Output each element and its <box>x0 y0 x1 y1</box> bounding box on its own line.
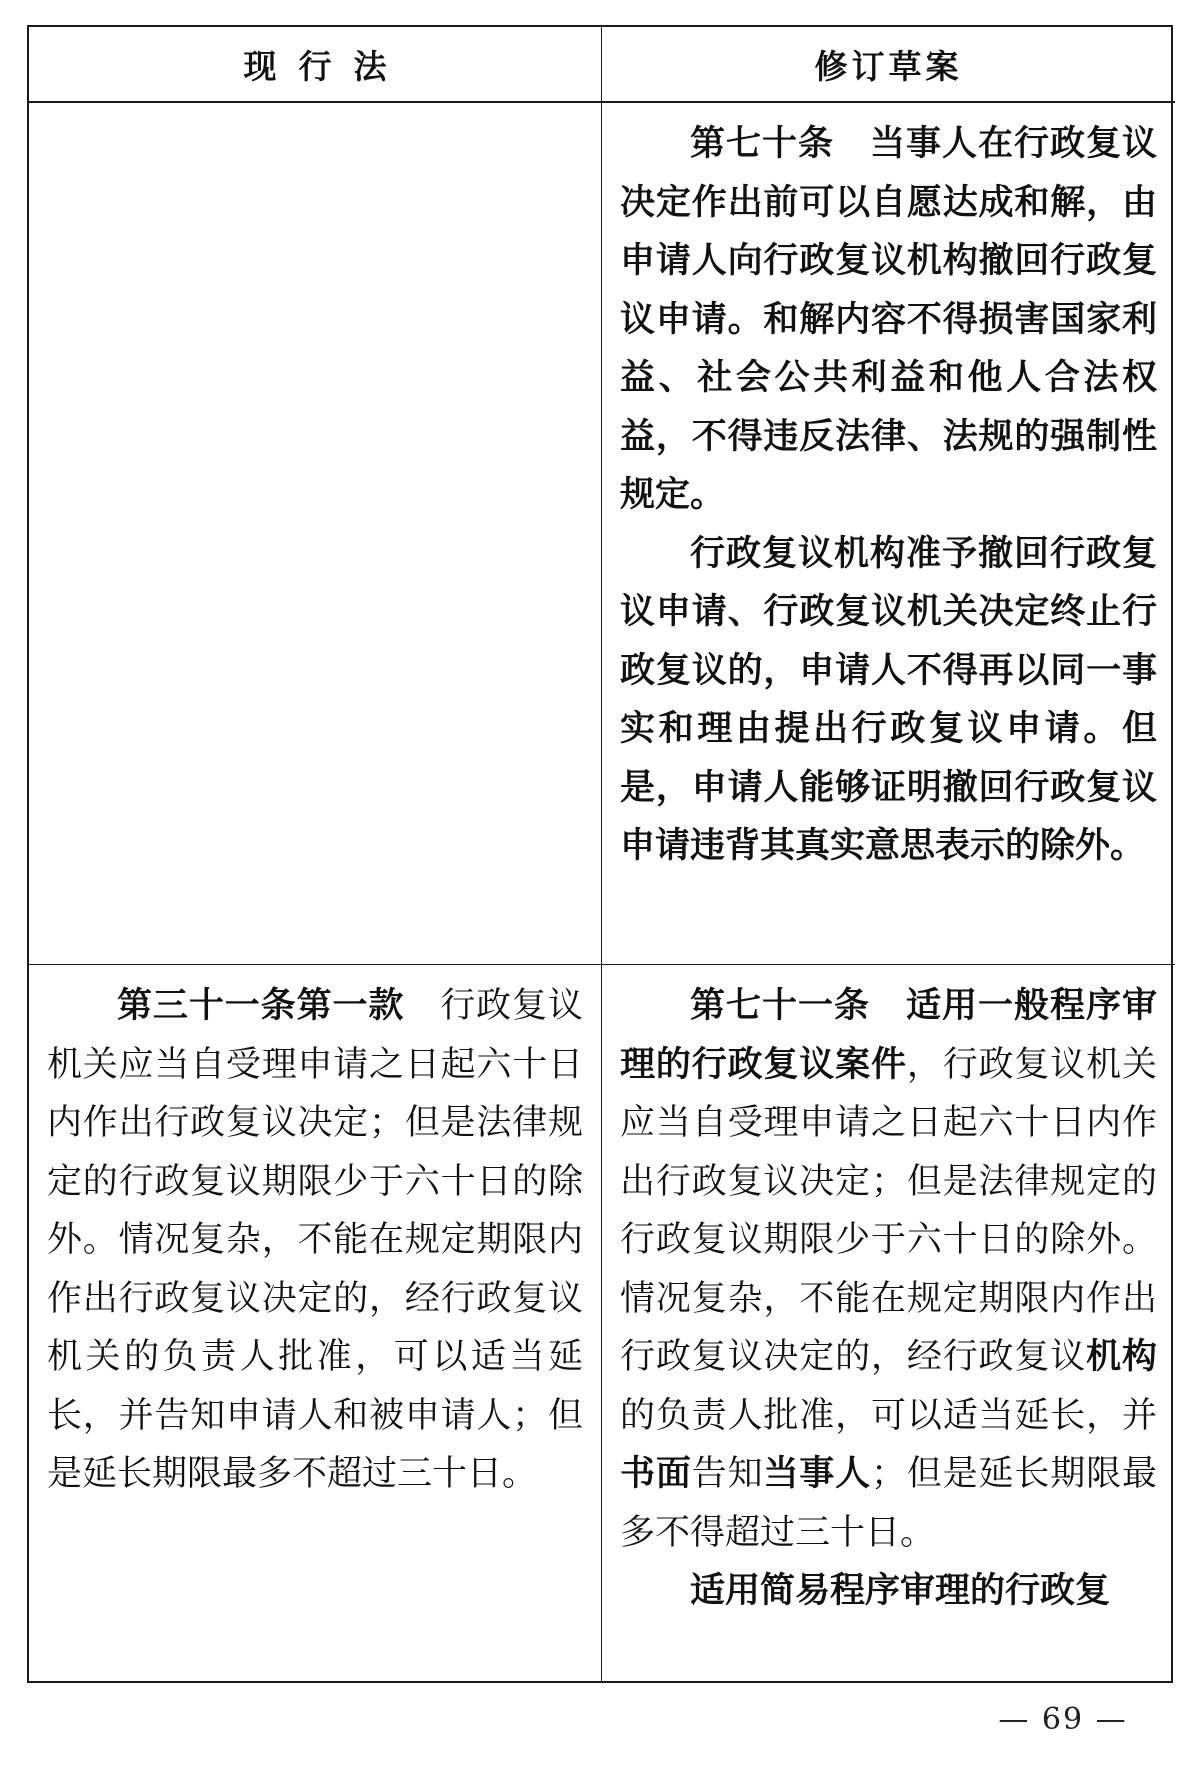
article-number: 第七十一条 <box>690 986 870 1026</box>
paragraph <box>620 115 1157 525</box>
text-segment: 机构 <box>1086 1337 1157 1377</box>
paragraph <box>620 1562 1157 1621</box>
article-number: 第三十一条第一款 <box>117 986 405 1026</box>
text-segment: 当事人 <box>763 1454 871 1494</box>
text-segment: 的负责人批准，可以适当延长，并 <box>620 1395 1157 1436</box>
text-segment: 当事人在行政复议决定作出前可以自愿达成和解，由申请人向行政复议机构撤回行政复议申请。和解内容不得损害国家利益、社会公共利益和他人合法权益，不得违反法律、法规的强制性规定。 <box>620 124 1157 515</box>
page-number: — 69 — <box>998 1702 1128 1737</box>
text-segment: 告知 <box>691 1454 764 1494</box>
row2-revision-cell <box>602 965 1175 1681</box>
paragraph <box>620 525 1157 876</box>
text-segment: 书面 <box>620 1454 692 1494</box>
paragraph <box>47 977 583 1504</box>
text-segment: 行政复议机构准予撤回行政复议申请、行政复议机关决定终止行政复议的，申请人不得再以同一事实和理由提出行政复议申请。但是，申请人能够证明撤回行政复议申请违背其真实意思表示的除外。 <box>620 533 1157 866</box>
text-segment: ，行政复议机关应当自受理申请之日起六十日内作出行政复议决定；但是法律规定的行政复议期限少于六十日的除外。情况复杂，不能在规定期限内作出行政复议决定的，经行政复议 <box>620 1044 1157 1377</box>
header-revision-draft: 修订草案 <box>602 27 1175 103</box>
row1-revision-cell <box>602 103 1175 965</box>
row1-current-law-cell <box>29 103 602 965</box>
paragraph <box>620 977 1157 1562</box>
text-segment: 行政复议机关应当自受理申请之日起六十日内作出行政复议决定；但是法律规定的行政复议期限少于六十日的除外。情况复杂，不能在规定期限内作出行政复议决定的，经行政复议机关的负责人批准，可以适当延长，并告知申请人和被申请人；但是延长期限最多不超过三十日。 <box>47 986 583 1494</box>
text-segment: ；但是延长期限最多不得超过三十日。 <box>620 1454 1157 1553</box>
text-segment: 适用一般程序审理的行政复议案件 <box>620 986 1157 1085</box>
comparison-table <box>27 25 1173 1683</box>
row2-current-law-cell <box>29 965 602 1681</box>
article-number: 第七十条 <box>690 124 834 164</box>
text-segment: 适用简易程序审理的行政复 <box>690 1571 1111 1611</box>
header-current-law: 现行法 <box>29 27 602 103</box>
